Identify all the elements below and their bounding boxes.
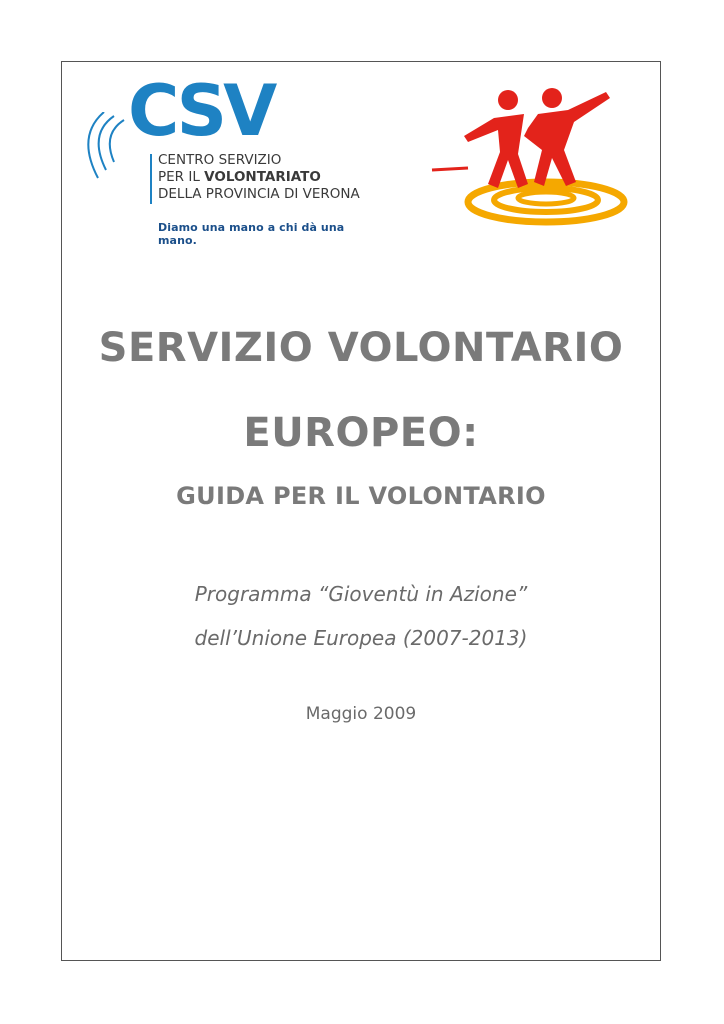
two-people-dancing-icon xyxy=(428,84,628,234)
csv-tagline: Diamo una mano a chi dà una mano. xyxy=(158,221,345,247)
csv-line-3: DELLA PROVINCIA DI VERONA xyxy=(158,186,360,202)
publication-date: Maggio 2009 xyxy=(305,704,417,724)
title-line-1: SERVIZIO VOLONTARIO xyxy=(98,325,624,371)
subtitle: GUIDA PER IL VOLONTARIO xyxy=(176,482,546,510)
csv-organization-name xyxy=(150,152,360,203)
csv-line-1: CENTRO SERVIZIO xyxy=(158,152,282,168)
program-line-1: Programma “Gioventù in Azione” xyxy=(194,582,528,606)
title-line-2: EUROPEO: xyxy=(243,410,479,456)
csv-logo xyxy=(84,70,374,247)
csv-letters: CSV xyxy=(128,70,274,152)
program-line-2: dell’Unione Europea (2007-2013) xyxy=(194,626,528,650)
csv-line-2: PER IL VOLONTARIATO xyxy=(158,169,321,185)
